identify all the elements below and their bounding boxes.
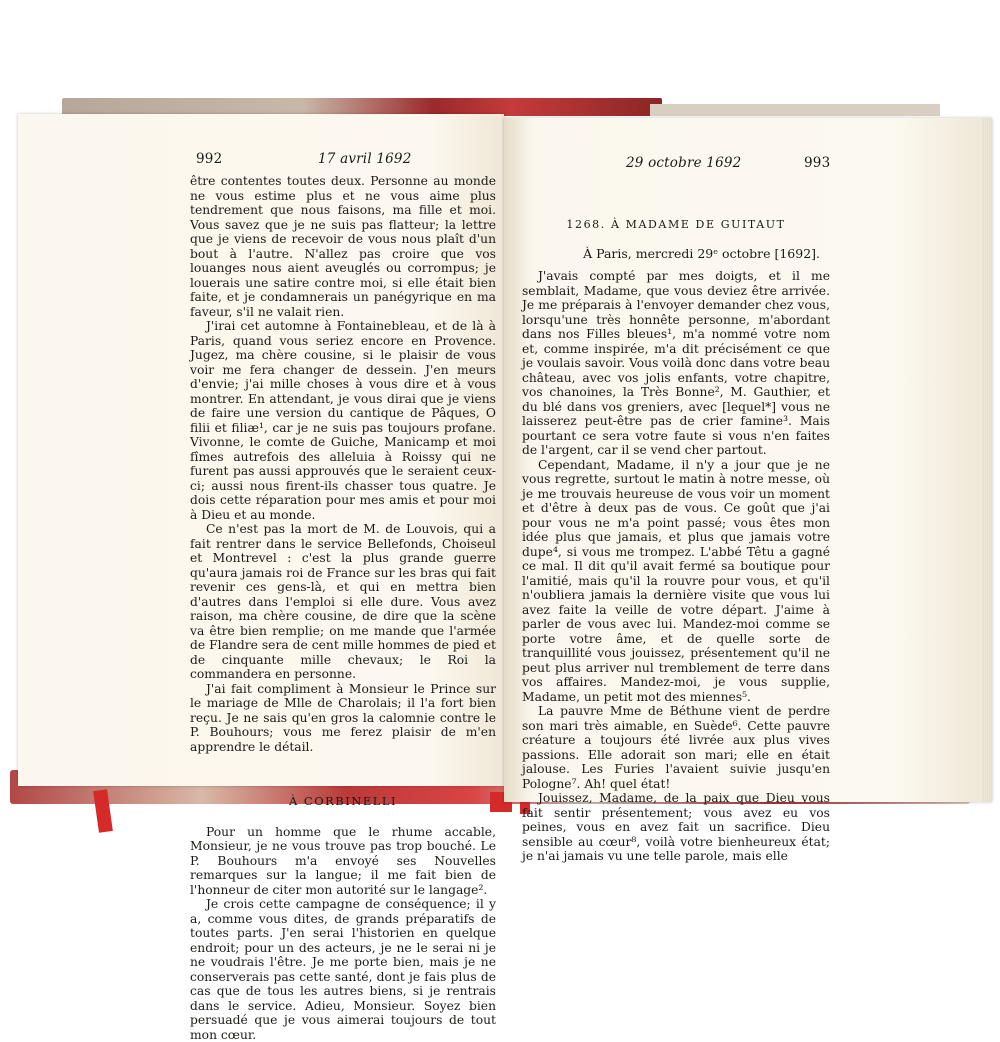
paragraph: être contentes toutes deux. Personne au monde ne vous estime plus et ne vous aime plus tendrement que nous faisons, ma fille et moi. Vous savez que je ne suis pas flatteur; la lettre que je viens de recevoir de vous nous plaît d'un bout à l'autre. N'allez pas croire que vos louanges nous aient aveuglés ou corrompus; je louerais une satire contre moi, si elle était bien faite, et je condamnerais un panégyrique en ma faveur, s'il ne valait rien.: [190, 174, 496, 319]
right-page-text: [522, 178, 830, 864]
letter-heading: 1268. À MADAME DE GUITAUT: [566, 218, 786, 231]
paragraph: J'ai fait compliment à Monsieur le Prince sur le mariage de Mlle de Charolais; il l'a fort bien reçu. Je ne sais qu'en gros la calomnie contre le P. Bouhours; vous me ferez plaisir de m'en apprendre le détail.: [190, 681, 496, 754]
paragraph: Pour un homme que le rhume accable, Monsieur, je ne vous trouve pas trop bouché. Le P. Bouhours m'a envoyé ses Nouvelles remarques sur la langue; il me fait bien de l'honneur de citer mon autorité sur le langage².: [190, 824, 496, 897]
right-running-head: 29 octobre 1692: [626, 155, 742, 171]
paragraph: Je crois cette campagne de conséquence; il y a, comme vous dites, de grands préparatifs de toutes parts. J'en serai l'historien en quelque endroit; pour un des acteurs, je ne le serai ni je ne voudrais l'être. Je me porte bien, mais je ne conserverais pas cette santé, dont je fais plus de cas que de tous les autres biens, si je rentrais dans le service. Adieu, Monsieur. Soyez bien persuadé que je vous aimerai toujours de tout mon cœur.: [190, 897, 496, 1042]
paragraph: Jouissez, Madame, de la paix que Dieu vous fait sentir présentement; vous avez eu vos peines, vous en avez fait un sacrifice. Dieu sensible au cœur⁸, voilà votre bienheureux état; je n'ai jamais vu une telle parole, mais elle: [522, 791, 830, 863]
left-page: [18, 114, 504, 1042]
paragraph: J'avais compté par mes doigts, et il me semblait, Madame, que vous deviez être arrivée. Je me préparais à l'envoyer demander chez vous, lorsqu'une très honnête personne, m'abordant dans nos Filles bleues¹, m'a nommé votre nom et, comme inspirée, m'a dit précisément ce que je voulais savoir. Vous voilà donc dans votre beau château, avec vos jolis enfants, votre chapitre, vos chanoines, la Très Bonne², M. Gauthier, et du blé dans vos greniers, avec [lequel*] vous ne laisserez peut-être pas de crier famine³. Mais pourtant ce sera votre faute si vous n'en faites de l'argent, car il se vend cher partout.: [522, 269, 830, 457]
book-cover-top-right-edge: [650, 104, 940, 116]
right-page: [504, 118, 992, 863]
left-page-number: 992: [196, 151, 223, 167]
letter-dateline: À Paris, mercredi 29ᵉ octobre [1692].: [583, 245, 820, 261]
left-page-text: [190, 174, 496, 1042]
paragraph: Cependant, Madame, il n'y a jour que je ne vous regrette, surtout le matin à notre messe, où je me trouvais heureuse de vous voir un moment et d'être à deux pas de vous. Ce goût que j'ai pour vous ne m'a point passé; vous êtes mon idée plus que jamais, et plus que jamais votre dupe⁴, si vous me trompez. L'abbé Têtu a gagné ce mal. Il dit qu'il avait fermé sa boutique pour l'amitié, mais qu'il la rouvre pour vous, et qu'il n'oubliera jamais la dernière visite que vous lui avez faite la veille de votre départ. J'aime à parler de vous avec lui. Mandez-moi comme se porte votre âme, et de quelle sorte de tranquillité vous jouissez, présentement qu'il ne peut plus arriver nul tremblement de terre dans vos affaires. Mandez-moi, je vous supplie, Madame, un petit mot des miennes⁵.: [522, 457, 830, 704]
paragraph: Ce n'est pas la mort de M. de Louvois, qui a fait rentrer dans le service Bellefonds, Choiseul et Montrevel : c'est la plus grande guerre qu'aura jamais roi de France sur les bras qui fait revenir ces gens-là, et qui en mettra bien d'autres dans l'emploi si elle dure. Vous avez raison, ma chère cousine, de dire que la scène va être bien remplie; on me mande que l'armée de Flandre sera de cent mille hommes de pied et de cinquante mille chevaux; le Roi la commandera en personne.: [190, 522, 496, 681]
section-title: À CORBINELLI: [288, 794, 398, 808]
page-edge: [982, 118, 992, 802]
right-page-number: 993: [804, 155, 831, 171]
paragraph: J'irai cet automne à Fontainebleau, et de là à Paris, quand vous seriez encore en Provence. Jugez, ma chère cousine, si le plaisir de vous voir me fera changer de dessein. J'en meurs d'envie; j'ai mille choses à vous dire et à vous montrer. En attendant, je vous dirai que je viens de faire une version du cantique de Pâques, O filii et filiæ¹, car je ne suis pas toujours profane. Vivonne, le comte de Guiche, Manicamp et moi fîmes autrefois des alleluia à Roissy qui ne furent pas aussi approuvés que le seraient ceux-ci; aussi nous firent-ils chasser tous quatre. Je dois cette réparation pour mes amis et pour moi à Dieu et au monde.: [190, 319, 496, 522]
left-running-head: 17 avril 1692: [318, 151, 412, 167]
paragraph: La pauvre Mme de Béthune vient de perdre son mari très aimable, en Suède⁶. Cette pauvre créature a toujours été livrée aux plus vives passions. Elle adorait son mari; elle en était jalouse. Les Furies l'avaient suivie jusqu'en Pologne⁷. Ah! quel état!: [522, 704, 830, 791]
